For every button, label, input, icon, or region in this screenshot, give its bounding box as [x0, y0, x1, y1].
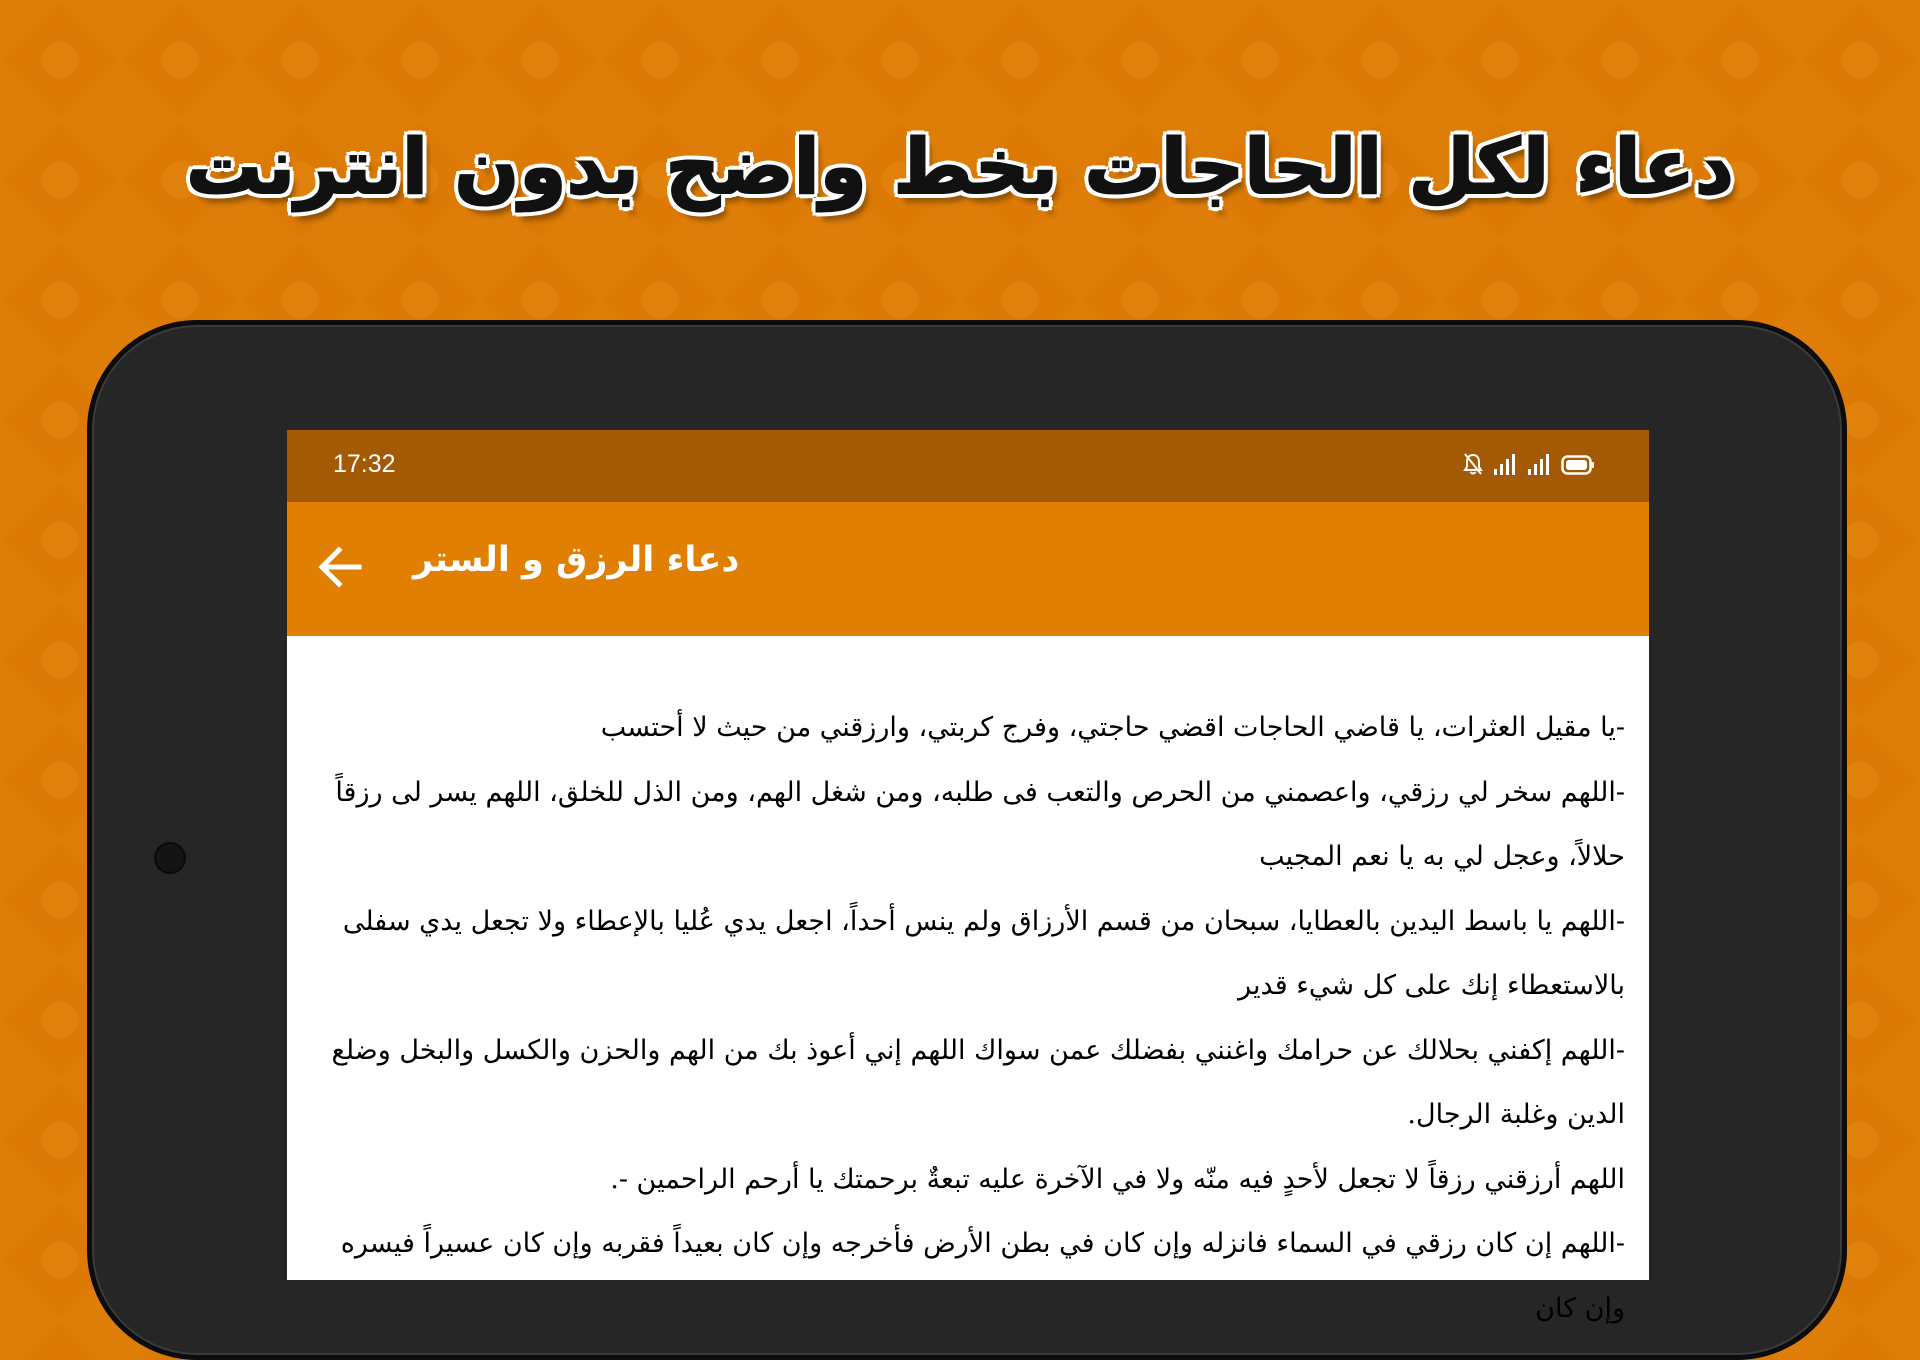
signal-icon	[1493, 452, 1517, 480]
arrow-back-icon	[315, 543, 363, 595]
app-toolbar	[287, 502, 1649, 636]
dua-paragraph: -اللهم سخر لي رزقي، واعصمني من الحرص والتعب فى طلبه، ومن شغل الهم، ومن الذل للخلق، اللهم يسر لى رزقاً حلالاً، وعجل لي به يا نعم المجيب	[335, 776, 1625, 872]
dua-paragraph: -اللهم إن كان رزقي في السماء فانزله وإن كان في بطن الأرض فأخرجه وإن كان بعيداً فقربه وإن كان عسيراً فيسره وإن كان	[340, 1228, 1625, 1324]
dua-paragraph: -اللهم إكفني بحلالك عن حرامك واغنني بفضلك عمن سواك اللهم إني أعوذ بك من الهم والحزن والكسل والبخل وضلع الدين وغلبة الرجال.	[331, 1034, 1625, 1130]
dua-text-content	[287, 636, 1649, 1341]
dua-paragraph: -يا مقيل العثرات، يا قاضي الحاجات اقضي حاجتي، وفرج كربتي، وارزقني من حيث لا أحتسب	[600, 712, 1625, 743]
status-time: 17:32	[333, 450, 396, 478]
status-bar	[287, 430, 1649, 502]
bell-off-icon	[1463, 452, 1483, 480]
device-screen	[287, 430, 1649, 1324]
dua-paragraph: اللهم أرزقني رزقاً لا تجعل لأحدٍ فيه منّه ولا في الآخرة عليه تبعةٌ برحمتك يا أرحم الراحمين -.	[610, 1163, 1625, 1195]
back-button[interactable]	[309, 539, 369, 599]
signal-icon	[1527, 452, 1551, 480]
dua-paragraph: -اللهم يا باسط اليدين بالعطايا، سبحان من قسم الأرزاق ولم ينس أحداً، اجعل يدي عُليا بالإعطاء ولا تجعل يدي سفلى بالاستعطاء إنك على كل شيء قدير	[342, 905, 1625, 1001]
banner-title: دعاء لكل الحاجات بخط واضح بدون انترنت	[186, 122, 1734, 211]
toolbar-title: دعاء الرزق و الستر	[413, 540, 740, 580]
battery-icon	[1561, 454, 1595, 480]
front-camera	[154, 842, 186, 874]
status-icons	[1463, 452, 1595, 480]
